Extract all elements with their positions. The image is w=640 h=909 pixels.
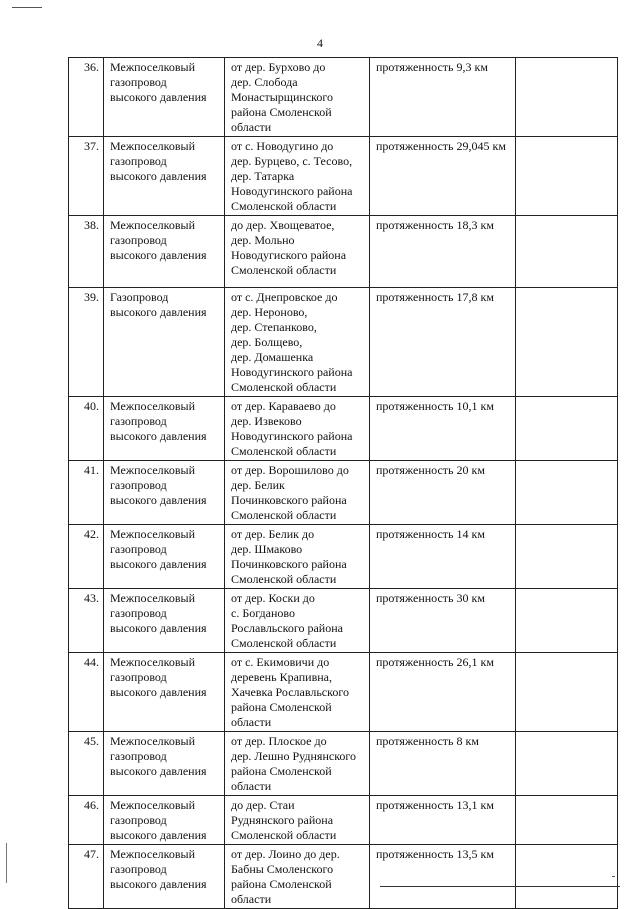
- object-name-line: Межпоселковый: [110, 734, 196, 748]
- route-cell: [225, 58, 370, 137]
- object-name-cell: [104, 216, 225, 288]
- object-name-line: Межпоселковый: [110, 399, 196, 413]
- table-row: [69, 58, 618, 137]
- object-name-cell: [104, 58, 225, 137]
- route-cell: [225, 796, 370, 845]
- object-name-cell: [104, 845, 225, 909]
- object-name-cell: [104, 288, 225, 397]
- route-line: района Смоленской: [231, 700, 332, 714]
- note-cell: [516, 589, 618, 653]
- object-name-line: высокого давления: [110, 557, 207, 571]
- route-cell: [225, 397, 370, 461]
- route-cell: [225, 845, 370, 909]
- row-number-cell: 45.: [69, 732, 104, 796]
- table-row: [69, 288, 618, 397]
- note-cell: [516, 58, 618, 137]
- route-line: дер. Болщево,: [231, 335, 303, 349]
- route-cell: [225, 732, 370, 796]
- object-name-line: газопровод: [110, 154, 167, 168]
- route-line: Смоленской области: [231, 263, 337, 277]
- object-name-line: Межпоселковый: [110, 60, 196, 74]
- table-row: [69, 732, 618, 796]
- note-cell: [516, 845, 618, 909]
- object-name-line: газопровод: [110, 233, 167, 247]
- route-line: Монастырщинского: [231, 90, 334, 104]
- row-number-cell: 36.: [69, 58, 104, 137]
- route-line: области: [231, 120, 272, 134]
- row-number-cell: 37.: [69, 137, 104, 216]
- object-name-line: Межпоселковый: [110, 527, 196, 541]
- length-cell: протяженность 14 км: [370, 525, 516, 589]
- route-line: от дер. Караваево до: [231, 399, 336, 413]
- object-name-line: газопровод: [110, 542, 167, 556]
- object-name-line: высокого давления: [110, 305, 207, 319]
- table-row: [69, 461, 618, 525]
- scan-mark-dot: [612, 876, 615, 877]
- object-name-cell: [104, 653, 225, 732]
- note-cell: [516, 397, 618, 461]
- object-name-line: высокого давления: [110, 169, 207, 183]
- table-row: [69, 653, 618, 732]
- length-cell: протяженность 13,5 км: [370, 845, 516, 909]
- route-line: дер. Лешно Руднянского: [231, 749, 357, 763]
- route-line: дер. Степанково,: [231, 320, 317, 334]
- row-number-cell: 44.: [69, 653, 104, 732]
- object-name-line: газопровод: [110, 75, 167, 89]
- note-cell: [516, 732, 618, 796]
- gas-pipeline-table: [68, 57, 618, 909]
- object-name-line: газопровод: [110, 670, 167, 684]
- route-cell: [225, 525, 370, 589]
- object-name-cell: [104, 137, 225, 216]
- object-name-cell: [104, 732, 225, 796]
- table-row: [69, 216, 618, 288]
- route-line: от дер. Белик до: [231, 527, 315, 541]
- table-row: [69, 589, 618, 653]
- object-name-line: Межпоселковый: [110, 591, 196, 605]
- route-line: Смоленской области: [231, 380, 337, 394]
- route-line: Новодугинского района: [231, 184, 353, 198]
- object-name-line: газопровод: [110, 414, 167, 428]
- object-name-cell: [104, 796, 225, 845]
- route-line: от дер. Ворошилово до: [231, 463, 349, 477]
- route-cell: [225, 461, 370, 525]
- length-cell: протяженность 26,1 км: [370, 653, 516, 732]
- row-number-cell: 43.: [69, 589, 104, 653]
- note-cell: [516, 137, 618, 216]
- route-cell: [225, 137, 370, 216]
- route-line: от с. Новодугино до: [231, 139, 334, 153]
- object-name-line: высокого давления: [110, 685, 207, 699]
- object-name-line: Межпоселковый: [110, 463, 196, 477]
- route-line: Рославльского района: [231, 621, 343, 635]
- scan-mark-top: [12, 7, 42, 8]
- row-number-cell: 47.: [69, 845, 104, 909]
- table-row: [69, 796, 618, 845]
- object-name-line: высокого давления: [110, 429, 207, 443]
- object-name-line: Межпоселковый: [110, 798, 196, 812]
- object-name-cell: [104, 461, 225, 525]
- route-line: Новодугинского района: [231, 429, 353, 443]
- length-cell: протяженность 8 км: [370, 732, 516, 796]
- route-line: района Смоленской: [231, 105, 332, 119]
- route-line: Смоленской области: [231, 508, 337, 522]
- object-name-line: Межпоселковый: [110, 847, 196, 861]
- object-name-line: газопровод: [110, 813, 167, 827]
- route-line: от с. Екимовичи до: [231, 655, 330, 669]
- object-name-line: высокого давления: [110, 248, 207, 262]
- table-row: [69, 397, 618, 461]
- length-cell: протяженность 18,3 км: [370, 216, 516, 288]
- object-name-line: Межпоселковый: [110, 139, 196, 153]
- route-line: области: [231, 779, 272, 793]
- route-cell: [225, 653, 370, 732]
- route-line: дер. Нероново,: [231, 305, 308, 319]
- note-cell: [516, 288, 618, 397]
- scan-mark-left: [6, 843, 7, 883]
- length-cell: протяженность 30 км: [370, 589, 516, 653]
- route-line: Бабны Смоленского: [231, 862, 334, 876]
- table-body: [69, 58, 618, 909]
- route-line: района Смоленской: [231, 877, 332, 891]
- note-cell: [516, 461, 618, 525]
- route-line: Починковского района: [231, 493, 347, 507]
- route-line: Новодугинского района: [231, 365, 353, 379]
- object-name-line: газопровод: [110, 749, 167, 763]
- note-cell: [516, 216, 618, 288]
- route-line: района Смоленской: [231, 764, 332, 778]
- object-name-line: высокого давления: [110, 828, 207, 842]
- route-cell: [225, 589, 370, 653]
- route-line: Смоленской области: [231, 636, 337, 650]
- route-line: от дер. Плоское до: [231, 734, 327, 748]
- length-cell: протяженность 10,1 км: [370, 397, 516, 461]
- row-number-cell: 42.: [69, 525, 104, 589]
- table-row: [69, 137, 618, 216]
- table-row: [69, 525, 618, 589]
- object-name-line: газопровод: [110, 862, 167, 876]
- object-name-line: Межпоселковый: [110, 655, 196, 669]
- route-line: дер. Домашенка: [231, 350, 314, 364]
- object-name-line: газопровод: [110, 478, 167, 492]
- route-line: дер. Слобода: [231, 75, 298, 89]
- length-cell: протяженность 13,1 км: [370, 796, 516, 845]
- length-cell: протяженность 20 км: [370, 461, 516, 525]
- route-line: дер. Извеково: [231, 414, 302, 428]
- object-name-line: Газопровод: [110, 290, 169, 304]
- route-line: от с. Днепровское до: [231, 290, 338, 304]
- note-cell: [516, 796, 618, 845]
- route-line: от дер. Коски до: [231, 591, 315, 605]
- route-line: дер. Мольно: [231, 233, 295, 247]
- footer-rule: [380, 886, 620, 887]
- row-number-cell: 46.: [69, 796, 104, 845]
- route-line: Руднянского района: [231, 813, 334, 827]
- route-line: Смоленской области: [231, 444, 337, 458]
- row-number-cell: 38.: [69, 216, 104, 288]
- row-number-cell: 41.: [69, 461, 104, 525]
- route-line: Смоленской области: [231, 828, 337, 842]
- route-line: области: [231, 892, 272, 906]
- object-name-line: высокого давления: [110, 621, 207, 635]
- page-number: 4: [317, 36, 323, 50]
- row-number-cell: 40.: [69, 397, 104, 461]
- note-cell: [516, 525, 618, 589]
- route-cell: [225, 216, 370, 288]
- table-row: [69, 845, 618, 909]
- object-name-cell: [104, 525, 225, 589]
- length-cell: протяженность 9,3 км: [370, 58, 516, 137]
- route-line: дер. Шмаково: [231, 542, 303, 556]
- object-name-cell: [104, 397, 225, 461]
- route-line: Новодугиского района: [231, 248, 347, 262]
- route-line: от дер. Бурхово до: [231, 60, 326, 74]
- object-name-line: высокого давления: [110, 493, 207, 507]
- length-cell: протяженность 29,045 км: [370, 137, 516, 216]
- route-line: от дер. Лоино до дер.: [231, 847, 340, 861]
- object-name-cell: [104, 589, 225, 653]
- object-name-line: газопровод: [110, 606, 167, 620]
- route-line: с. Богданово: [231, 606, 295, 620]
- route-line: дер. Татарка: [231, 169, 295, 183]
- row-number-cell: 39.: [69, 288, 104, 397]
- route-line: дер. Белик: [231, 478, 285, 492]
- route-line: Починковского района: [231, 557, 347, 571]
- object-name-line: Межпоселковый: [110, 218, 196, 232]
- route-line: Смоленской области: [231, 572, 337, 586]
- route-line: до дер. Стаи: [231, 798, 295, 812]
- route-line: Смоленской области: [231, 199, 337, 213]
- object-name-line: высокого давления: [110, 90, 207, 104]
- route-line: деревень Крапивна,: [231, 670, 333, 684]
- route-line: дер. Бурцево, с. Тесово,: [231, 154, 353, 168]
- object-name-line: высокого давления: [110, 764, 207, 778]
- length-cell: протяженность 17,8 км: [370, 288, 516, 397]
- route-line: до дер. Хвощеватое,: [231, 218, 335, 232]
- object-name-line: высокого давления: [110, 877, 207, 891]
- route-line: области: [231, 715, 272, 729]
- route-cell: [225, 288, 370, 397]
- route-line: Хачевка Рославльского: [231, 685, 349, 699]
- note-cell: [516, 653, 618, 732]
